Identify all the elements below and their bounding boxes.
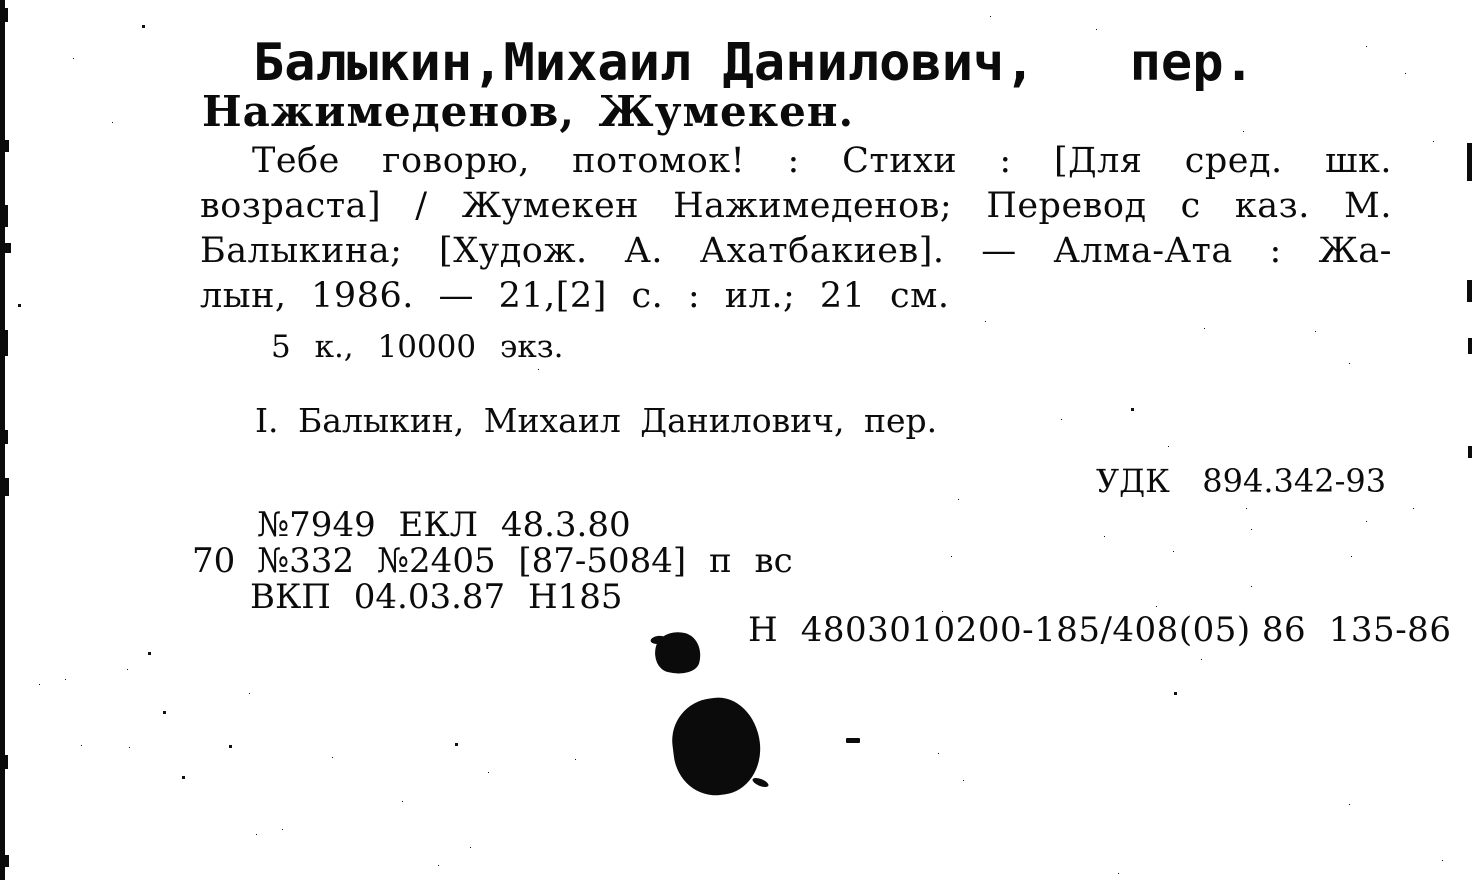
description-line: Балыкина; [Худож. А. Ахатбакиев]. — Алма-Ата : Жа- [200,231,1392,271]
scan-edge-notch [0,205,8,227]
catalog-index-line: Н 4803010200-185/408(05) 86 135-86 [748,610,1452,650]
scan-edge-tick [1467,143,1472,181]
scan-edge-notch [0,243,11,253]
scan-edge-notch [0,478,9,496]
scan-edge-notch [0,330,8,356]
ink-blot-small [651,627,706,679]
scan-edge-notch [0,8,8,22]
accession-number-line: №7949 ЕКЛ 48.3.80 [257,505,631,545]
author-heading: Балыкин,Михаил Данилович, пер. [253,33,1255,93]
scan-edge-notch [0,140,9,152]
ink-blot-large [667,693,765,800]
scan-edge-notch [0,755,8,769]
scan-edge-tick [1468,338,1472,354]
ink-dash-mark [846,738,860,743]
description-line: возраста] / Жумекен Нажимеденов; Перевод с каз. М. [200,186,1392,226]
scan-speckles [0,0,3,3]
udk-number: УДК 894.342-93 [1096,462,1387,500]
scan-edge-notch [0,855,9,867]
scan-edge-notch [0,430,8,444]
ink-blot-tail [751,776,769,789]
vkp-line: ВКП 04.03.87 Н185 [250,577,623,617]
registry-left-code: 70 [192,541,236,581]
description-line: Тебе говорю, потомок! : Стихи : [Для сред. шк. [252,141,1392,181]
bibliographic-description [200,139,1392,319]
scan-edge-tick [1468,446,1472,458]
scan-edge-tick [1467,280,1472,302]
price-circulation: 5 к., 10000 экз. [271,329,564,365]
registry-numbers-line: №332 №2405 [87-5084] п вс [257,541,793,581]
name-heading: Нажимеденов, Жумекен. [202,87,855,136]
description-line: лын, 1986. — 21,[2] с. : ил.; 21 см. [200,276,950,316]
added-entry: I. Балыкин, Михаил Данилович, пер. [255,401,938,440]
